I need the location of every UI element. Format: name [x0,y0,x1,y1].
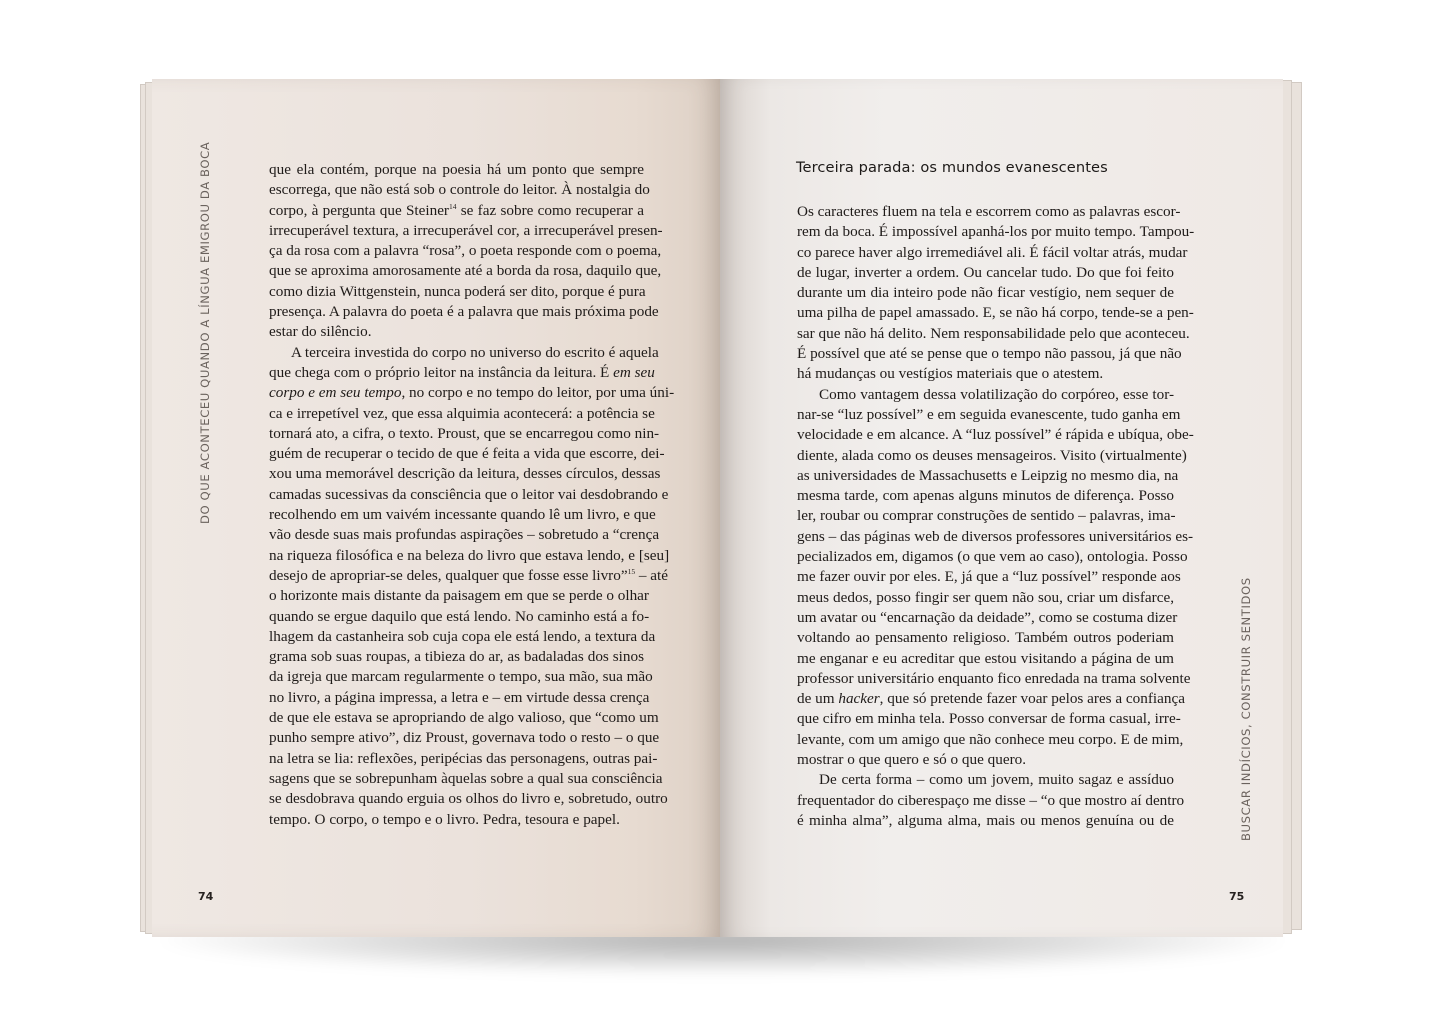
text-line: grama sob suas roupas, a tibieza do ar, as badaladas dos sinos [269,648,644,666]
text-line: me enganar e eu acreditar que estou visitando a página de um [797,649,1174,667]
text-line: de que ele estava se apropriando de algo valioso, que “como um [269,709,659,727]
text-line: como dizia Wittgenstein, nunca poderá ser dito, porque é pura [269,282,646,300]
text-line: co parece haver algo irremediável ali. É fácil voltar atrás, mudar [797,243,1188,261]
text-line: gens – das páginas web de diversos professores universitários es- [797,527,1194,545]
text-line: na letra se lia: reflexões, peripécias das personagens, outras pai- [269,749,658,767]
text-line: se desdobrava quando erguia os olhos do livro e, sobretudo, outro [269,790,668,808]
text-line: De certa forma – como um jovem, muito sagaz e assíduo [819,771,1174,789]
text-line: pecializados em, digamos (o que vem ao caso), ontologia. Posso [797,548,1188,566]
text-line: mesma tarde, com apenas alguns minutos de diferença. Posso [797,487,1174,505]
right-running-head: BUSCAR INDÍCIOS, CONSTRUIR SENTIDOS [1239,577,1253,841]
right-page-number: 75 [1229,890,1245,903]
text-line: Os caracteres fluem na tela e escorrem como as palavras escor- [797,203,1181,220]
text-line: xou uma memorável descrição da leitura, desses círculos, dessas [269,465,661,483]
text-line: ler, roubar ou comprar construções de sentido – palavras, ima- [797,507,1176,525]
text-line: sagens que se sobrepunham àquelas sobre a qual sua consciência [269,769,663,787]
text-line: É possível que até se pense que o tempo não passou, já que não [797,345,1182,363]
text-line: A terceira investida do corpo no universo do escrito é aquela [291,343,659,361]
text-line: velocidade e em alcance. A “luz possível” é rápida e ubíqua, obe- [797,426,1194,444]
text-line: é minha alma”, alguma alma, mais ou menos genuína ou de [797,811,1174,829]
right-page [720,79,1283,937]
text-line: escorrega, que não está sob o controle do leitor. À nostalgia do [269,181,650,199]
text-line: há mudanças ou vestígios materiais que o atestem. [797,365,1104,383]
text-line: Como vantagem dessa volatilização do corpóreo, esse tor- [819,385,1174,403]
text-line: frequentador do ciberespaço me disse – “o que mostro aí dentro [797,791,1185,809]
text-line: meus dedos, posso fingir ser quem não sou, criar um disfarce, [797,588,1174,606]
text-line: presença. A palavra do poeta é a palavra que mais próxima pode [269,303,659,321]
text-line: rem da boca. É impossível apanhá-los por muito tempo. Tampou- [797,223,1195,241]
right-body-text [797,202,1195,831]
text-line: corpo, à pergunta que Steiner$^{14}$ se faz sobre como recuperar a [269,201,644,219]
text-line: punho sempre ativo”, diz Proust, governava todo o resto – o que [269,729,660,747]
text-line: professor universitário enquanto fico enredada na trama solvente [797,669,1191,687]
left-page-number: 74 [198,890,214,903]
text-line: vão desde suas mais profundas aspirações – sobretudo a “crença [269,526,660,544]
text-line: camadas sucessivas da consciência que o leitor vai desdobrando e [269,485,669,503]
text-line: mostrar o que quero e só o que quero. [797,751,1027,769]
left-running-head: DO QUE ACONTECEU QUANDO A LÍNGUA EMIGROU DA BOCA [198,141,212,524]
text-line: no livro, a página impressa, a letra e – em virtude dessa crença [269,688,650,706]
text-line: ca e irrepetível vez, que essa alquimia acontecerá: a potência se [269,404,655,422]
text-line: que ela contém, porque na poesia há um ponto que sempre [269,161,644,178]
text-line: estar do silêncio. [269,323,372,341]
text-line: levante, com um amigo que não conhece meu corpo. E de mim, [797,730,1184,748]
footnote-ref: 15 [627,566,636,576]
text-line: que se aproxima amorosamente até a borda da rosa, daquilo que, [269,262,662,280]
text-line: diente, alada como os deuses mensageiros. Visito (virtualmente) [797,446,1187,464]
text-line: que chega com o próprio leitor na instância da leitura. É em seu [269,363,655,381]
text-line: nar-se “luz possível” e em seguida evanescente, tudo ganha em [797,405,1181,423]
text-line: irrecuperável textura, a irrecuperável cor, a irrecuperável presen- [269,221,663,239]
footnote-ref: 14 [449,201,457,211]
section-heading: Terceira parada: os mundos evanescentes [796,159,1108,176]
text-line: lhagem da castanheira sob cuja copa ele está lendo, a textura da [269,627,656,645]
text-line: durante um dia inteiro pode não ficar vestígio, nem sequer de [797,284,1174,302]
text-line: desejo de apropriar-se deles, qualquer que fosse esse livro”$^{15}$ – até [269,566,668,584]
text-line: ça da rosa com a palavra “rosa”, o poeta responde com o poema, [269,242,662,260]
text-line: tornará ato, a cifra, o texto. Proust, que se encarregou como nin- [269,424,660,442]
text-line: na riqueza filosófica e na beleza do livro que estava lendo, e [seu] [269,546,670,564]
text-line: sar que não há delito. Nem responsabilidade pelo que aconteceu. [797,324,1190,342]
text-line: quando se ergue daquilo que está lendo. No caminho está a fo- [269,607,650,625]
text-line: da igreja que marcam regularmente o tempo, sua mão, sua mão [269,668,653,686]
text-line: de um hacker, que só pretende fazer voar pelos ares a confiança [797,690,1185,708]
text-line: guém de recuperar o tecido de que é feita a vida que escorre, dei- [269,445,665,463]
text-line: corpo e em seu tempo, no corpo e no tempo do leitor, por uma úni- [269,384,675,402]
text-line: uma pilha de papel amassado. E, se não há corpo, tende-se a pen- [797,304,1194,322]
text-line: um avatar ou “encarnação da deidade”, como se costuma dizer [797,608,1178,626]
text-line: me fazer ouvir por eles. E, já que a “luz possível” responde aos [797,568,1181,586]
left-body-text [269,160,675,830]
left-page [152,79,720,937]
text-line: recolhendo em um vaivém incessante quando lê um livro, e que [269,506,656,524]
text-line: as universidades de Massachusetts e Leipzig no mesmo dia, na [797,466,1179,484]
text-line: tempo. O corpo, o tempo e o livro. Pedra, tesoura e papel. [269,810,620,828]
text-line: de lugar, inverter a ordem. Ou cancelar tudo. Do que foi feito [797,263,1174,281]
text-line: que cifro em minha tela. Posso conversar de forma casual, irre- [797,710,1181,728]
text-line: o horizonte mais distante da paisagem em que se perde o olhar [269,587,649,605]
text-line: voltando ao pensamento religioso. Também outros poderiam [797,629,1174,647]
